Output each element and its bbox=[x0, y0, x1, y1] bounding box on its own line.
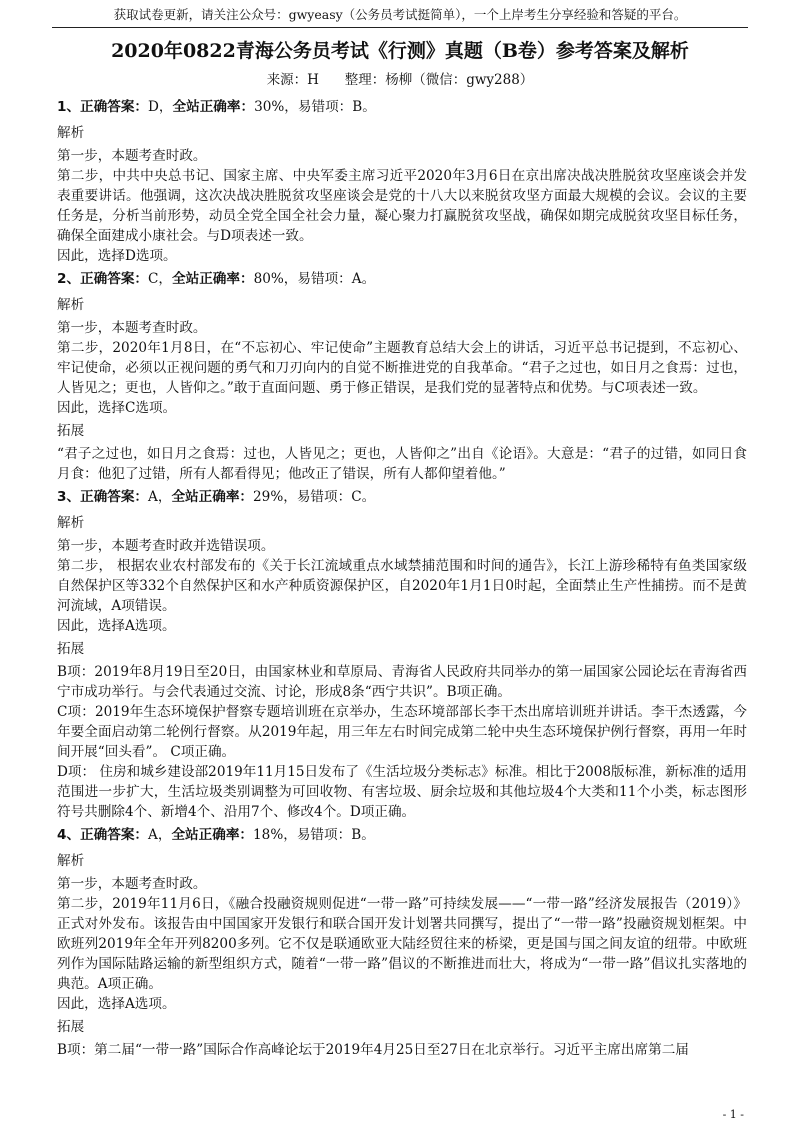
answer-value: C， bbox=[148, 271, 173, 287]
analysis-label: 解析 bbox=[57, 853, 85, 869]
paragraph: 第二步， 根据农业农村部发布的《关于长江流域重点水域禁捕范围和时间的通告》，长江上游珍稀特有鱼类国家级自然保护区等332个自然保护区和水产种质资源保护区，自2020年1月1日0时起，全面禁止生产性捕捞。而不是黄河流域，A项错误。 bbox=[57, 558, 747, 614]
question-block bbox=[57, 824, 747, 1060]
rate-label: 全站正确率： bbox=[171, 489, 254, 505]
extension-paragraph: C项：2019年生态环境保护督察专题培训班在京举办，生态环境部部长李干杰出席培训班并讲话。李干杰透露，今年要全面启动第二轮例行督察。从2019年起，用三年左右时间完成第二轮中央生态环境保护例行督察，再用一年时间开展“回头看”。 C项正确。 bbox=[57, 704, 747, 760]
analysis-label: 解析 bbox=[57, 125, 85, 141]
page-number: - 1 - bbox=[722, 1108, 744, 1121]
extension-paragraph: D项： 住房和城乡建设部2019年11月15日发布了《生活垃圾分类标志》标准。相比于2008版标准，新标准的适用范围进一步扩大，生活垃圾类别调整为可回收物、有害垃圾、厨余垃圾和其他垃圾4个大类和11个小类，标志图形符号共删除4个、新增4个、沿用7个、修改4个。D项正确。 bbox=[57, 764, 747, 820]
extension-label: 拓展 bbox=[57, 423, 85, 439]
question-block bbox=[57, 268, 747, 484]
question-number: 1、 bbox=[57, 99, 81, 115]
answer-value: A， bbox=[148, 827, 172, 843]
document-title: 2020年0822青海公务员考试《行测》真题（B卷）参考答案及解析 bbox=[111, 40, 689, 62]
extension-paragraph: “君子之过也，如日月之食焉：过也，人皆见之；更也，人皆仰之”出自《论语》。大意是：“君子的过错，如同日食月食：他犯了过错，所有人都看得见；他改正了错误，所有人都仰望着他。” bbox=[57, 446, 747, 482]
question-header bbox=[57, 96, 747, 120]
paragraph: 因此，选择A选项。 bbox=[57, 618, 176, 634]
paragraph: 第一步，本题考查时政。 bbox=[57, 320, 207, 336]
answer-label: 正确答案： bbox=[80, 271, 149, 287]
analysis-label: 解析 bbox=[57, 515, 85, 531]
extension-paragraph: B项：第二届“一带一路”国际合作高峰论坛于2019年4月25日至27日在北京举行。习近平主席出席第二届 bbox=[57, 1042, 689, 1058]
paragraph: 因此，选择C选项。 bbox=[57, 400, 177, 416]
document-body bbox=[57, 94, 747, 1060]
answer-value: A， bbox=[148, 489, 172, 505]
analysis-label: 解析 bbox=[57, 297, 85, 313]
rate-value: 80%，易错项：A。 bbox=[253, 271, 376, 287]
rate-value: 29%，易错项：C。 bbox=[253, 489, 376, 505]
extension-label: 拓展 bbox=[57, 1019, 85, 1035]
rate-label: 全站正确率： bbox=[172, 99, 255, 115]
answer-label: 正确答案： bbox=[80, 99, 149, 115]
question-header bbox=[57, 268, 747, 292]
question-number: 3、 bbox=[57, 489, 81, 505]
paragraph: 第二步，2020年1月8日，在“不忘初心、牢记使命”主题教育总结大会上的讲话，习近平总书记提到，不忘初心、牢记使命，必须以正视问题的勇气和刀刃向内的自觉不断推进党的自我革命。“君子之过也，如日月之食焉：过也，人皆见之；更也，人皆仰之。”敢于直面问题、勇于修正错误，是我们党的显著特点和优势。与C项表述一致。 bbox=[57, 340, 747, 396]
paragraph: 第二步，2019年11月6日，《融合投融资规则促进“一带一路”可持续发展——“一带一路”经济发展报告（2019）》正式对外发布。该报告由中国国家开发银行和联合国开发计划署共同撰写，提出了“一带一路”投融资规划框架。中欧班列2019年全年开列8200多列。它不仅是联通欧亚大陆经贸往来的桥梁，更是国与国之间友谊的纽带。中欧班列作为国际陆路运输的新型组织方式，随着“一带一路”倡议的不断推进而壮大，将成为“一带一路”倡议扎实落地的典范。A项正确。 bbox=[57, 896, 747, 992]
rate-value: 30%，易错项：B。 bbox=[254, 99, 376, 115]
rate-label: 全站正确率： bbox=[172, 271, 254, 287]
paragraph: 第一步，本题考查时政。 bbox=[57, 148, 207, 164]
question-header bbox=[57, 486, 747, 510]
extension-label: 拓展 bbox=[57, 641, 85, 657]
question-header bbox=[57, 824, 747, 848]
header-divider bbox=[52, 27, 748, 28]
header-notice: 获取试卷更新，请关注公众号：gwyeasy（公务员考试挺简单），一个上岸考生分享经验和答疑的平台。 bbox=[113, 7, 687, 22]
extension-paragraph: B项：2019年8月19日至20日，由国家林业和草原局、青海省人民政府共同举办的第一届国家公园论坛在青海省西宁市成功举行。与会代表通过交流、讨论，形成8条“西宁共识”。B项正确。 bbox=[57, 664, 747, 700]
question-block bbox=[57, 96, 747, 266]
rate-label: 全站正确率： bbox=[171, 827, 254, 843]
paragraph: 第二步，中共中央总书记、国家主席、中央军委主席习近平2020年3月6日在京出席决战决胜脱贫攻坚座谈会并发表重要讲话。他强调，这次决战决胜脱贫攻坚座谈会是党的十八大以来脱贫攻坚方面最大规模的会议。会议的主要任务是，分析当前形势，动员全党全国全社会力量，凝心聚力打赢脱贫攻坚战，确保如期完成脱贫攻坚目标任务，确保全面建成小康社会。与D项表述一致。 bbox=[57, 168, 747, 244]
paragraph: 第一步，本题考查时政并选错误项。 bbox=[57, 538, 275, 554]
question-block bbox=[57, 486, 747, 822]
rate-value: 18%，易错项：B。 bbox=[253, 827, 375, 843]
answer-label: 正确答案： bbox=[80, 827, 149, 843]
paragraph: 第一步，本题考查时政。 bbox=[57, 876, 207, 892]
answer-label: 正确答案： bbox=[80, 489, 149, 505]
question-number: 2、 bbox=[57, 271, 81, 287]
question-number: 4、 bbox=[57, 827, 81, 843]
answer-value: D， bbox=[148, 99, 173, 115]
paragraph: 因此，选择A选项。 bbox=[57, 996, 176, 1012]
source-line: 来源：H 整理：杨柳（微信：gwy288） bbox=[266, 72, 534, 88]
paragraph: 因此，选择D选项。 bbox=[57, 248, 177, 264]
